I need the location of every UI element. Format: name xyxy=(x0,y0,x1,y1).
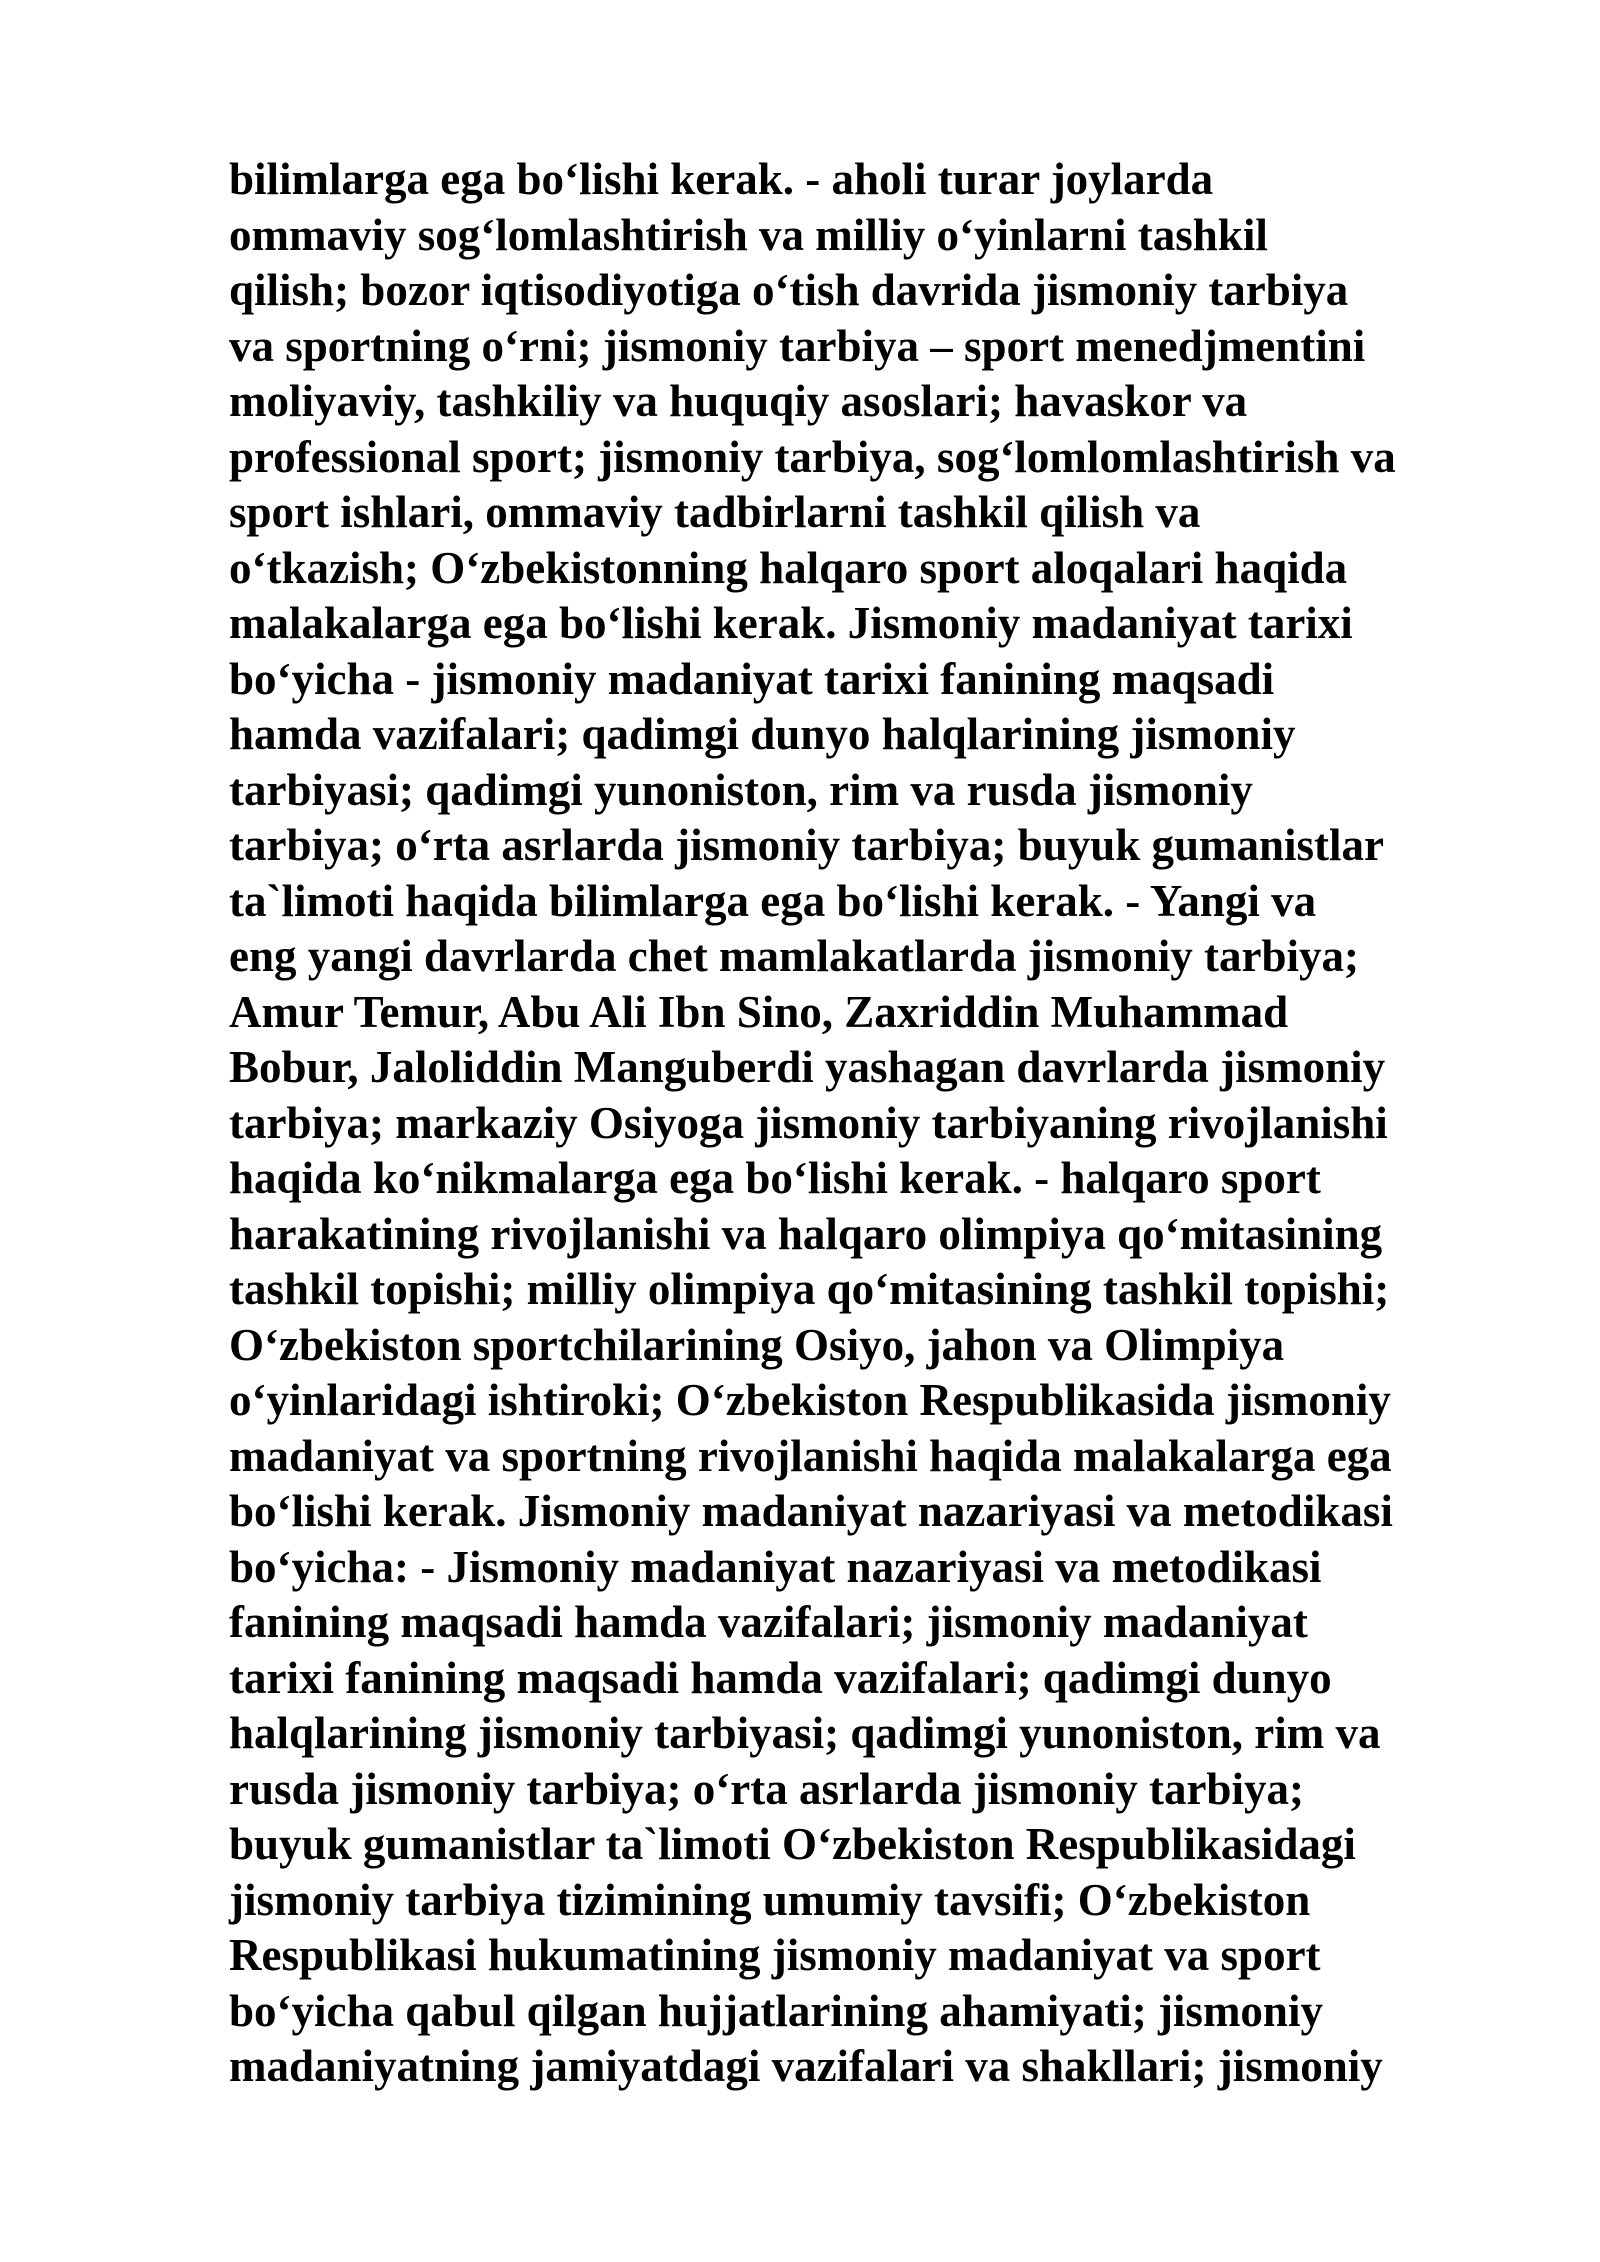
text-line: professional sport; jismoniy tarbiya, sog‘lomlomlashtirish va xyxy=(229,431,1396,482)
text-line: Amur Temur, Abu Ali Ibn Sino, Zaxriddin Muhammad xyxy=(229,986,1289,1037)
text-line: eng yangi davrlarda chet mamlakatlarda jismoniy tarbiya; xyxy=(229,931,1359,981)
text-line: jismoniy tarbiya tizimining umumiy tavsifi; O‘zbekiston xyxy=(229,1874,1311,1925)
body-paragraph xyxy=(229,152,1559,2095)
text-line: ta`limoti haqida bilimlarga ega bo‘lishi kerak. - Yangi va xyxy=(229,875,1317,926)
text-line: bo‘yicha qabul qilgan hujjatlarining ahamiyati; jismoniy xyxy=(229,1985,1323,2036)
text-line: fanining maqsadi hamda vazifalari; jismoniy madaniyat xyxy=(229,1597,1308,1647)
text-line: buyuk gumanistlar ta`limoti O‘zbekiston Respublikasidagi xyxy=(229,1819,1356,1869)
text-line: tashkil topishi; milliy olimpiya qo‘mitasining tashkil topishi; xyxy=(229,1264,1390,1314)
text-line: rusda jismoniy tarbiya; o‘rta asrlarda jismoniy tarbiya; xyxy=(229,1763,1304,1814)
text-line: hamda vazifalari; qadimgi dunyo halqlarining jismoniy xyxy=(229,709,1296,759)
text-line: harakatining rivojlanishi va halqaro olimpiya qo‘mitasining xyxy=(229,1208,1383,1259)
text-line: Respublikasi hukumatining jismoniy madaniyat va sport xyxy=(229,1930,1321,1980)
text-line: qilish; bozor iqtisodiyotiga o‘tish davrida jismoniy tarbiya xyxy=(229,265,1349,315)
text-line: tarbiya; o‘rta asrlarda jismoniy tarbiya; buyuk gumanistlar xyxy=(229,820,1385,870)
text-line: moliyaviy, tashkiliy va huquqiy asoslari; havaskor va xyxy=(229,376,1248,426)
text-line: o‘tkazish; O‘zbekistonning halqaro sport aloqalari haqida xyxy=(229,542,1348,593)
text-line: bo‘lishi kerak. Jismoniy madaniyat nazariyasi va metodikasi xyxy=(229,1486,1393,1536)
text-line: sport ishlari, ommaviy tadbirlarni tashkil qilish va xyxy=(229,487,1201,537)
text-line: tarbiya; markaziy Osiyoga jismoniy tarbiyaning rivojlanishi xyxy=(229,1097,1388,1148)
text-line: tarixi fanining maqsadi hamda vazifalari; qadimgi dunyo xyxy=(229,1652,1332,1703)
text-line: madaniyat va sportning rivojlanishi haqida malakalarga ega xyxy=(229,1430,1392,1481)
text-line: tarbiyasi; qadimgi yunoniston, rim va rusda jismoniy xyxy=(229,764,1253,815)
text-line: O‘zbekiston sportchilarining Osiyo, jahon va Olimpiya xyxy=(229,1319,1285,1370)
text-line: o‘yinlaridagi ishtiroki; O‘zbekiston Respublikasida jismoniy xyxy=(229,1375,1391,1425)
text-line: haqida ko‘nikmalarga ega bo‘lishi kerak. - halqaro sport xyxy=(229,1153,1321,1203)
text-line: halqlarining jismoniy tarbiyasi; qadimgi yunoniston, rim va xyxy=(229,1708,1381,1758)
text-line: madaniyatning jamiyatdagi vazifalari va shakllari; jismoniy xyxy=(229,2041,1383,2091)
text-line: va sportning o‘rni; jismoniy tarbiya – sport menedjmentini xyxy=(229,320,1366,371)
text-line: malakalarga ega bo‘lishi kerak. Jismoniy madaniyat tarixi xyxy=(229,598,1353,648)
text-line: bo‘yicha: - Jismoniy madaniyat nazariyasi va metodikasi xyxy=(229,1541,1322,1592)
text-line: bilimlarga ega bo‘lishi kerak. - aholi turar joylarda xyxy=(229,154,1214,204)
text-line: ommaviy sog‘lomlashtirish va milliy o‘yinlarni tashkil xyxy=(229,209,1268,260)
text-line: bo‘yicha - jismoniy madaniyat tarixi fanining maqsadi xyxy=(229,653,1275,704)
text-line: Bobur, Jaloliddin Manguberdi yashagan davrlarda jismoniy xyxy=(229,1042,1386,1092)
